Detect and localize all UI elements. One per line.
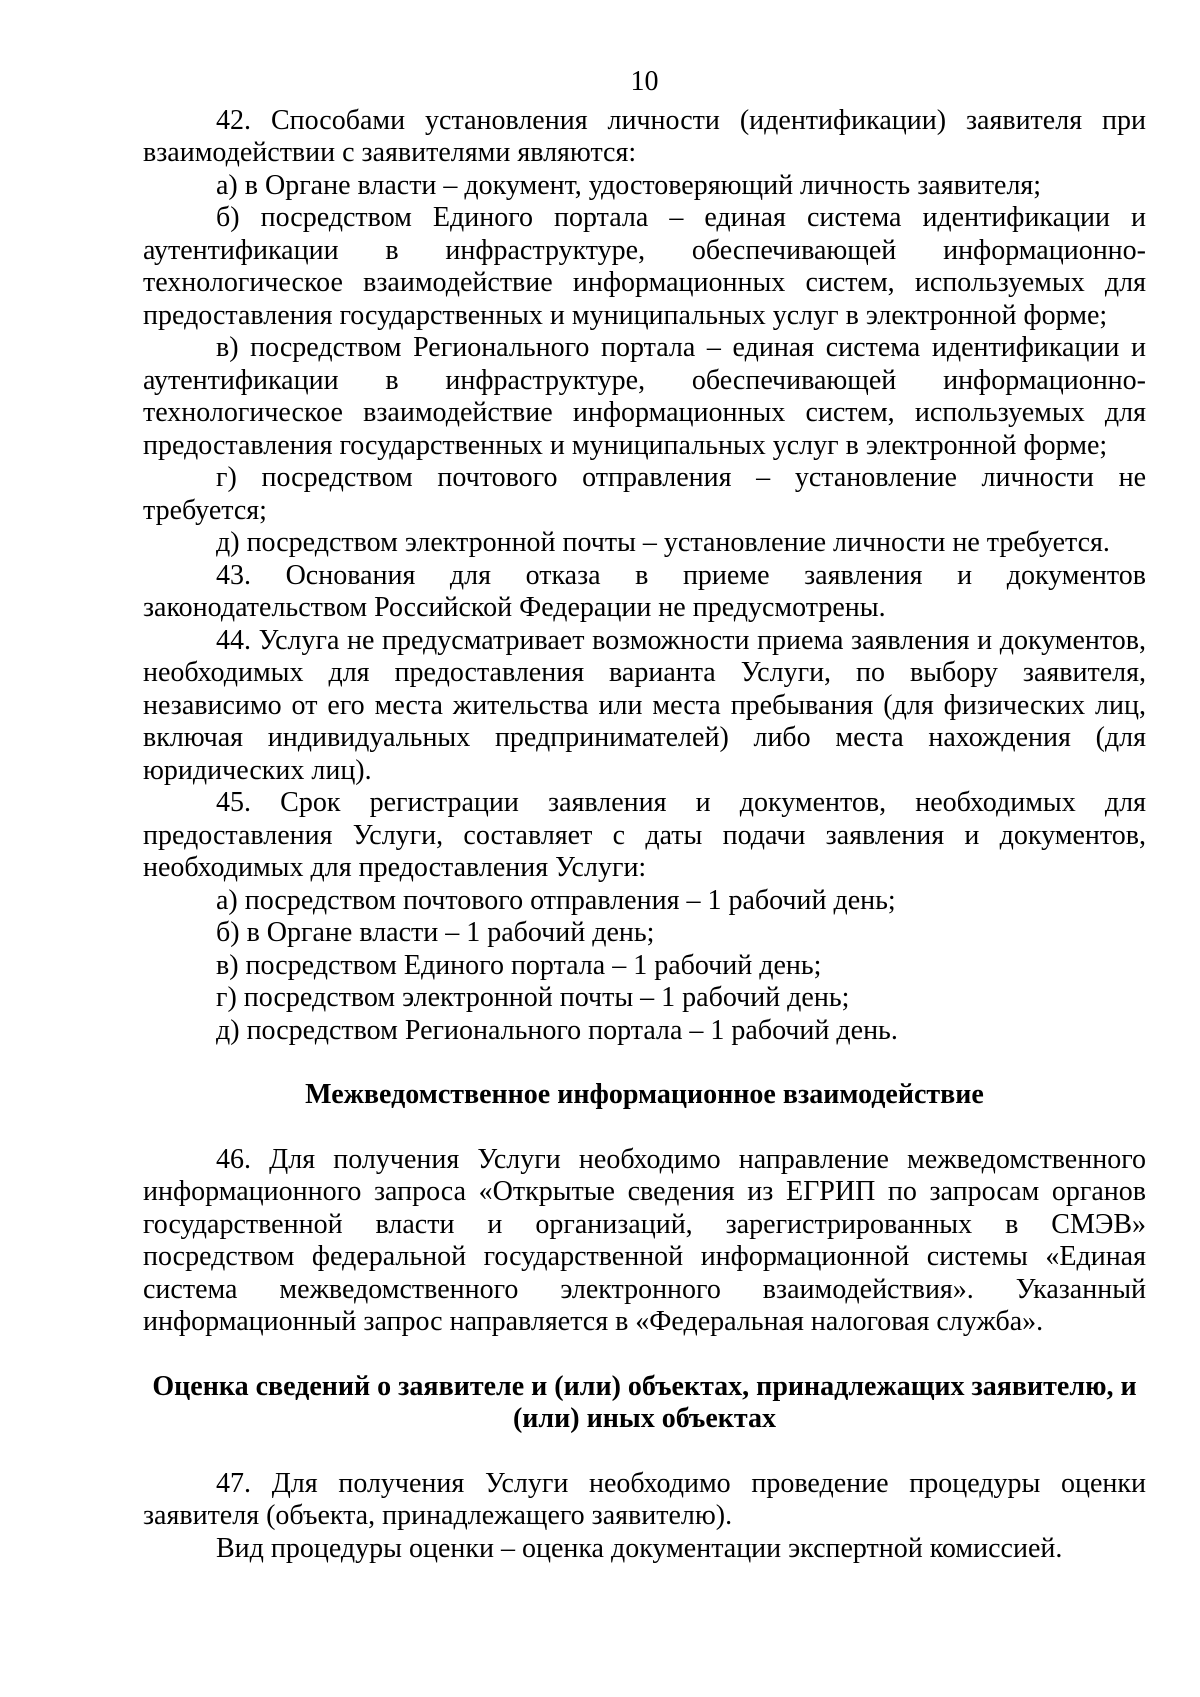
paragraph-45-g: г) посредством электронной почты – 1 рабочий день; — [216, 982, 850, 1013]
paragraph-45-a: а) посредством почтового отправления – 1 рабочий день; — [216, 884, 896, 916]
paragraph-45-v: в) посредством Единого портала – 1 рабочий день; — [216, 949, 822, 981]
paragraph-45: 45. Срок регистрации заявления и документов, необходимых для предоставления Услуги, составляет с даты подачи заявления и документов, необходимых для предоставления Услуги: — [143, 787, 1146, 883]
page-number: 10 — [630, 66, 659, 97]
paragraph-42: 42. Способами установления личности (идентификации) заявителя при взаимодействии с заявителями являются: — [143, 104, 1146, 168]
paragraph-42-d: д) посредством электронной почты – установление личности не требуется. — [216, 527, 1110, 558]
section-spacer — [143, 1339, 1146, 1371]
section-heading-assessment: Оценка сведений о заявителе и (или) объектах, принадлежащих заявителю, и (или) иных объектах — [152, 1370, 1137, 1434]
paragraph-46: 46. Для получения Услуги необходимо направление межведомственного информационного запроса «Открытые сведения из ЕГРИП по запросам органов государственной власти и организаций, зарегистрированных в СМЭВ» посредством федеральной государственной информационной системы «Единая система межведомственного электронного взаимодействия». Указанный информационный запрос направляется в «Федеральная налоговая служба». — [143, 1143, 1146, 1337]
paragraph-42-a: а) в Органе власти – документ, удостоверяющий личность заявителя; — [216, 169, 1042, 201]
paragraph-42-v: в) посредством Регионального портала – единая система идентификации и аутентификации в инфраструктуре, обеспечивающей информационно-технологическое взаимодействие информационных систем, используемых для предоставления государственных и муниципальных услуг в электронной форме; — [143, 332, 1146, 461]
section-spacer — [143, 1436, 1146, 1468]
paragraph-47: 47. Для получения Услуги необходимо проведение процедуры оценки заявителя (объекта, принадлежащего заявителю). — [143, 1467, 1146, 1531]
section-spacer — [143, 1047, 1146, 1079]
paragraph-44: 44. Услуга не предусматривает возможности приема заявления и документов, необходимых для предоставления варианта Услуги, по выбору заявителя, независимо от его места жительства или места пребывания (для физических лиц, включая индивидуальных предпринимателей) либо места нахождения (для юридических лиц). — [143, 624, 1146, 786]
section-spacer — [143, 1112, 1146, 1144]
paragraph-42-b: б) посредством Единого портала – единая система идентификации и аутентификации в инфраструктуре, обеспечивающей информационно-технологическое взаимодействие информационных систем, используемых для предоставления государственных и муниципальных услуг в электронной форме; — [143, 202, 1146, 331]
paragraph-43: 43. Основания для отказа в приеме заявления и документов законодательством Российской Федерации не предусмотрены. — [143, 559, 1146, 623]
document-page — [143, 66, 1146, 1565]
section-heading-interagency: Межведомственное информационное взаимодействие — [305, 1079, 984, 1110]
paragraph-45-b: б) в Органе власти – 1 рабочий день; — [216, 917, 655, 948]
paragraph-45-d: д) посредством Регионального портала – 1 рабочий день. — [216, 1014, 898, 1046]
paragraph-47-procedure: Вид процедуры оценки – оценка документации экспертной комиссией. — [216, 1532, 1063, 1564]
paragraph-42-g: г) посредством почтового отправления – установление личности не требуется; — [143, 462, 1146, 526]
